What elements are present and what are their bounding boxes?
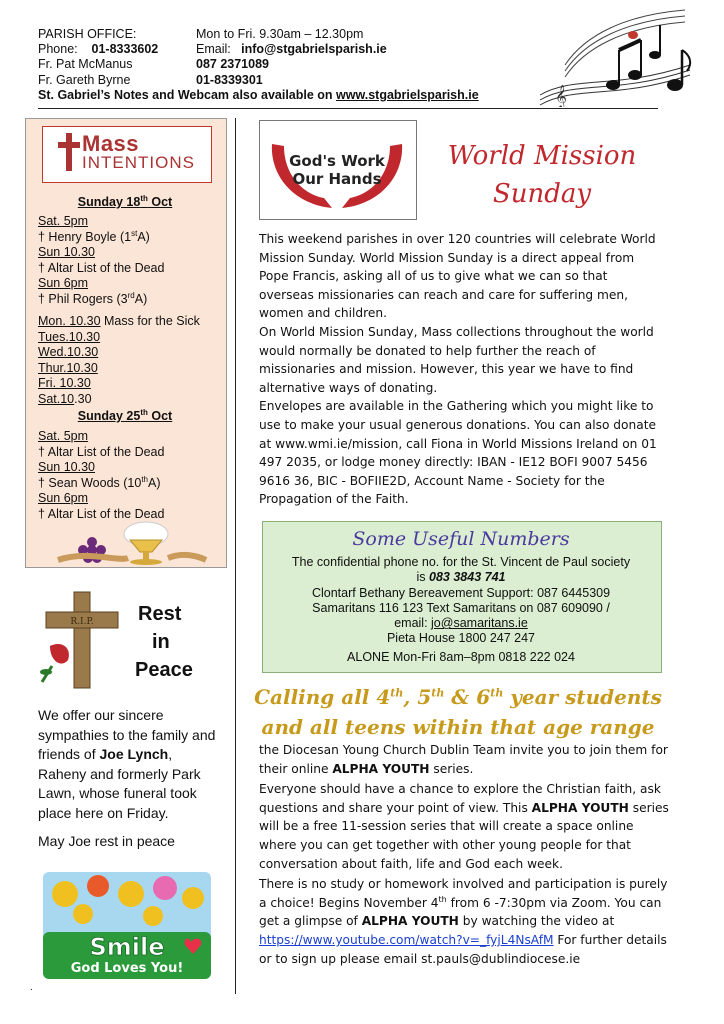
sunday-18-heading: Sunday 18th Oct (77, 193, 173, 209)
list-item: Sat.10.30 (38, 391, 92, 406)
world-mission-text: This weekend parishes in over 120 countries will celebrate World Mission Sunday. World Mission Sunday is a direct appeal from Pope Francis, asking all of us to give what we can so that overseas missionaries can reach and care for suffering men, women and children. On World Mission Sunday, Mass collections throughout the world would normally be donated to help further the reach of missionaries and mission. However, this year we have to find alternative ways of donating. Envelopes are available in the Gathering which you might like to use to make your usual generous donations. You can also donate at www.wmi.ie/mission, call Fiona in World Missions Ireland on 01 497 2035, or lodge money directly: IBAN - IE12 BOFI 9007 5456 9616 36, BIC - BOFIIE2D, Account Name - Society for the Propagation of the Faith. (259, 232, 657, 507)
list-item: Sat. 5pm (38, 429, 89, 443)
priest-1-phone: 087 2371089 (196, 57, 269, 72)
music-notes-icon (535, 5, 695, 107)
gods-work-line2: Our Hands (292, 170, 382, 188)
list-item: † Altar List of the Dead (38, 444, 165, 459)
email-label: Email: (196, 42, 231, 57)
priest-1-name: Fr. Pat McManus (38, 57, 133, 72)
office-email[interactable]: info@stgabrielsparish.ie (241, 42, 387, 57)
mass-list-weekdays (38, 314, 200, 407)
rest-in-peace-title: Rest in Peace (135, 603, 193, 681)
list-item: Sun 10.30 (38, 245, 95, 259)
smile-god-loves-you-image (43, 872, 211, 979)
world-mission-title: World Mission Sunday (447, 141, 637, 209)
hands-icon (262, 124, 412, 214)
priest-2-name: Fr. Gareth Byrne (38, 72, 131, 87)
smile-line2: God Loves You! (70, 961, 184, 976)
list-item: Fri. 10.30 (38, 376, 91, 390)
mass-logo-line2: INTENTIONS (82, 153, 195, 172)
office-label: PARISH OFFICE: (38, 27, 137, 41)
sunday-25-heading: Sunday 25th Oct (77, 407, 173, 423)
phone-number: 01-8333602 (91, 42, 159, 57)
rip-cross-icon (32, 586, 132, 692)
footer-dot: . (30, 982, 33, 993)
svg-text:𝄞: 𝄞 (555, 84, 567, 107)
list-item: † Altar List of the Dead (38, 260, 165, 275)
website-link[interactable]: www.stgabrielsparish.ie (336, 87, 479, 102)
rest-in-peace-closing: May Joe rest in peace (38, 832, 175, 849)
list-item: † Phil Rogers (3rdA) (38, 290, 148, 306)
gods-work-line1: God's Work (289, 152, 385, 170)
header-divider (38, 108, 658, 109)
youtube-link[interactable]: https://www.youtube.com/watch?v=_fyjL4NsAfM (259, 932, 554, 947)
notes-text: St. Gabriel’s Notes and Webcam also available on (38, 87, 333, 102)
smile-line1: Smile (89, 933, 165, 961)
alpha-youth-text: the Diocesan Young Church Dublin Team invite you to join them for their online ALPHA YOUTH series. Everyone should have a chance to explore the Christian faith, ask questions and share your point of view. This ALPHA YOUTH series will be a free 11-session series that will create a space online where you can get together with other young people for that conversation about faith, life and God each week. There is no study or homework involved and participation is purely a choice! Begins November 4th from 6 -7:30pm via Zoom. You can get a glimpse of ALPHA YOUTH by watching the video at https://www.youtube.com/watch?v=_fyjL4NsAfM For further details or to sign up please email st.pauls@dublindiocese.ie (259, 743, 669, 966)
list-item: Sat. 5pm (38, 214, 89, 228)
useful-numbers-title: Some Useful Numbers (352, 528, 570, 550)
cross-icon (58, 133, 80, 171)
list-item: † Altar List of the Dead (38, 506, 165, 521)
mass-list-week2 (38, 429, 164, 522)
list-item: Tues.10.30 (38, 329, 101, 344)
mass-list-week1 (38, 214, 164, 307)
office-hours: Mon to Fri. 9.30am – 12.30pm (196, 27, 364, 41)
list-item: Sun 6pm (38, 491, 89, 505)
list-item: † Henry Boyle (1stA) (38, 228, 150, 244)
list-item: † Sean Woods (10thA) (38, 474, 161, 490)
column-divider (235, 118, 236, 994)
samaritans-email-link[interactable]: jo@samaritans.ie (431, 616, 528, 631)
phone-label: Phone: (38, 42, 78, 57)
chalice-grapes-icon (48, 520, 208, 566)
list-item: Wed.10.30 (38, 345, 99, 359)
alpha-youth-heading: Calling all 4th, 5th & 6th year students and all teens within that age range (254, 685, 662, 739)
parish-header (38, 27, 479, 103)
condolence-text: We offer our sincere sympathies to the family and friends of Joe Lynch, Raheny and formerly Park Lawn, whose funeral took place here on Friday. May Joe rest in peace (38, 706, 218, 851)
rip-cross-text: R.I.P. (70, 617, 94, 627)
list-item: Mon. 10.30 Mass for the Sick (38, 314, 200, 328)
mass-logo-line1: Mass (82, 131, 140, 156)
priest-2-phone: 01-8339301 (196, 72, 263, 87)
list-item: Sun 10.30 (38, 460, 95, 474)
list-item: Sun 6pm (38, 276, 89, 290)
useful-numbers-list: The confidential phone no. for the St. Vincent de Paul society is 083 3843 741 Clontarf Bethany Bereavement Support: 087 6445309 Samaritans 116 123 Text Samaritans on 087 609090 / email: jo@samaritans.ie Pieta House 1800 247 247 ALONE Mon-Fri 8am–8pm 0818 222 024 (291, 555, 631, 664)
list-item: Thur.10.30 (38, 360, 98, 375)
